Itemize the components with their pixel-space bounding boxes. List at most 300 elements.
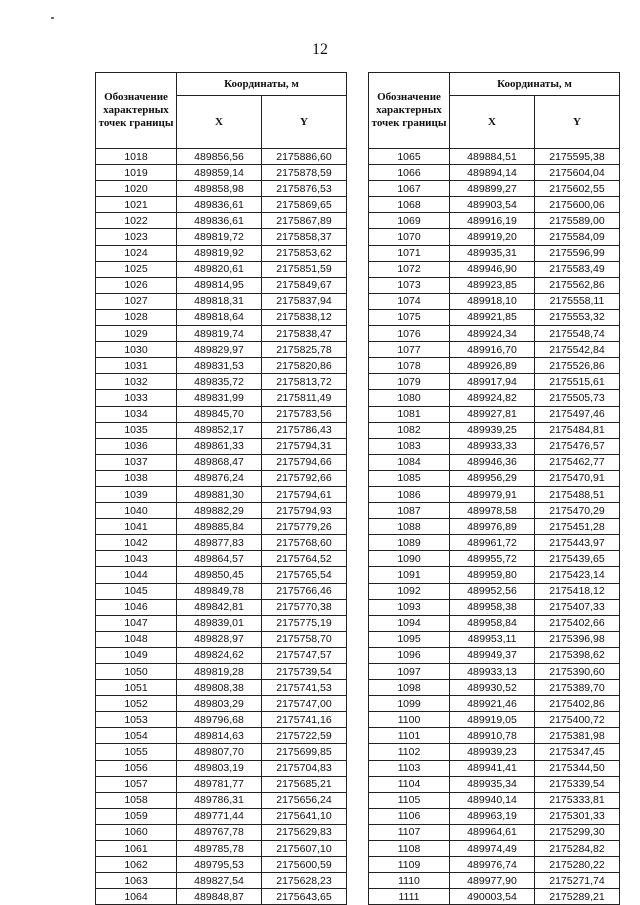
table-row [369, 374, 620, 390]
x-coordinate-cell: 489940,14 [450, 792, 535, 808]
table-row [369, 503, 620, 519]
scan-speck [51, 17, 54, 19]
x-coordinate-cell: 489978,58 [450, 503, 535, 519]
point-id-cell: 1037 [96, 454, 177, 470]
y-coordinate-cell: 2175878,59 [262, 165, 347, 181]
point-id-cell: 1091 [369, 567, 450, 583]
x-coordinate-cell: 489864,57 [177, 551, 262, 567]
y-coordinate-cell: 2175628,23 [262, 873, 347, 889]
table-row [369, 486, 620, 502]
table-row [96, 245, 347, 261]
y-coordinate-cell: 2175400,72 [535, 712, 620, 728]
table-row [369, 261, 620, 277]
x-coordinate-cell: 489955,72 [450, 551, 535, 567]
y-coordinate-cell: 2175488,51 [535, 486, 620, 502]
y-coordinate-cell: 2175758,70 [262, 631, 347, 647]
x-coordinate-cell: 489919,05 [450, 712, 535, 728]
x-coordinate-cell: 489952,56 [450, 583, 535, 599]
x-coordinate-cell: 489924,34 [450, 326, 535, 342]
y-coordinate-cell: 2175558,11 [535, 293, 620, 309]
y-header: Y [262, 96, 347, 149]
point-id-cell: 1031 [96, 358, 177, 374]
x-coordinate-cell: 489818,31 [177, 293, 262, 309]
point-id-cell: 1029 [96, 326, 177, 342]
x-coordinate-cell: 489771,44 [177, 808, 262, 824]
point-id-cell: 1067 [369, 181, 450, 197]
x-coordinate-cell: 489818,64 [177, 309, 262, 325]
point-id-cell: 1076 [369, 326, 450, 342]
x-coordinate-cell: 489848,87 [177, 889, 262, 905]
x-header: X [177, 96, 262, 149]
point-id-cell: 1088 [369, 519, 450, 535]
y-coordinate-cell: 2175853,62 [262, 245, 347, 261]
y-coordinate-cell: 2175741,16 [262, 712, 347, 728]
point-id-cell: 1042 [96, 535, 177, 551]
y-coordinate-cell: 2175470,29 [535, 503, 620, 519]
table-row [96, 792, 347, 808]
y-coordinate-cell: 2175837,94 [262, 293, 347, 309]
point-id-cell: 1101 [369, 728, 450, 744]
table-row [96, 583, 347, 599]
coordinates-header: Координаты, м [450, 73, 620, 96]
table-row [96, 486, 347, 502]
point-id-cell: 1065 [369, 149, 450, 165]
y-coordinate-cell: 2175390,60 [535, 664, 620, 680]
y-coordinate-cell: 2175739,54 [262, 664, 347, 680]
x-coordinate-cell: 489941,41 [450, 760, 535, 776]
x-coordinate-cell: 489939,23 [450, 744, 535, 760]
table-row [369, 760, 620, 776]
x-coordinate-cell: 489842,81 [177, 599, 262, 615]
x-coordinate-cell: 489958,84 [450, 615, 535, 631]
x-coordinate-cell: 489858,98 [177, 181, 262, 197]
x-coordinate-cell: 489916,19 [450, 213, 535, 229]
x-coordinate-cell: 489935,34 [450, 776, 535, 792]
table-row [96, 181, 347, 197]
table-row [369, 519, 620, 535]
table-row [96, 390, 347, 406]
y-coordinate-cell: 2175811,49 [262, 390, 347, 406]
point-header: Обозначение характерных точек границы [369, 73, 450, 149]
point-id-cell: 1028 [96, 309, 177, 325]
point-id-cell: 1032 [96, 374, 177, 390]
y-coordinate-cell: 2175562,86 [535, 277, 620, 293]
point-id-cell: 1090 [369, 551, 450, 567]
x-coordinate-cell: 489836,61 [177, 197, 262, 213]
point-id-cell: 1073 [369, 277, 450, 293]
point-id-cell: 1111 [369, 889, 450, 905]
x-coordinate-cell: 489859,14 [177, 165, 262, 181]
y-coordinate-cell: 2175775,19 [262, 615, 347, 631]
x-coordinate-cell: 489930,52 [450, 680, 535, 696]
point-id-cell: 1041 [96, 519, 177, 535]
x-coordinate-cell: 489856,56 [177, 149, 262, 165]
y-coordinate-cell: 2175858,37 [262, 229, 347, 245]
y-coordinate-cell: 2175783,56 [262, 406, 347, 422]
y-coordinate-cell: 2175747,00 [262, 696, 347, 712]
x-coordinate-cell: 489916,70 [450, 342, 535, 358]
x-coordinate-cell: 489819,74 [177, 326, 262, 342]
x-coordinate-cell: 489884,51 [450, 149, 535, 165]
point-id-cell: 1110 [369, 873, 450, 889]
table-row [96, 261, 347, 277]
x-coordinate-cell: 489861,33 [177, 438, 262, 454]
table-row [96, 149, 347, 165]
page-number: 12 [312, 41, 328, 58]
y-coordinate-cell: 2175418,12 [535, 583, 620, 599]
y-coordinate-cell: 2175289,21 [535, 889, 620, 905]
y-coordinate-cell: 2175766,46 [262, 583, 347, 599]
point-id-cell: 1109 [369, 857, 450, 873]
table-row [96, 615, 347, 631]
x-coordinate-cell: 489820,61 [177, 261, 262, 277]
table-row [369, 551, 620, 567]
y-coordinate-cell: 2175786,43 [262, 422, 347, 438]
x-coordinate-cell: 489918,10 [450, 293, 535, 309]
y-coordinate-cell: 2175849,67 [262, 277, 347, 293]
x-coordinate-cell: 489976,74 [450, 857, 535, 873]
table-row [96, 728, 347, 744]
y-coordinate-cell: 2175685,21 [262, 776, 347, 792]
x-coordinate-cell: 489877,83 [177, 535, 262, 551]
y-coordinate-cell: 2175794,66 [262, 454, 347, 470]
x-coordinate-cell: 489881,30 [177, 486, 262, 502]
y-coordinate-cell: 2175596,99 [535, 245, 620, 261]
x-coordinate-cell: 489819,28 [177, 664, 262, 680]
coordinates-table-left [95, 72, 347, 905]
point-id-cell: 1052 [96, 696, 177, 712]
table-row [96, 277, 347, 293]
x-coordinate-cell: 489814,63 [177, 728, 262, 744]
table-row [96, 776, 347, 792]
table-row [369, 647, 620, 663]
table-row [369, 824, 620, 840]
y-coordinate-cell: 2175643,65 [262, 889, 347, 905]
table-row [96, 647, 347, 663]
point-id-cell: 1082 [369, 422, 450, 438]
point-id-cell: 1105 [369, 792, 450, 808]
x-coordinate-cell: 489824,62 [177, 647, 262, 663]
x-coordinate-cell: 489829,97 [177, 342, 262, 358]
x-coordinate-cell: 489781,77 [177, 776, 262, 792]
point-id-cell: 1027 [96, 293, 177, 309]
point-id-cell: 1106 [369, 808, 450, 824]
y-coordinate-cell: 2175876,53 [262, 181, 347, 197]
table-row [369, 309, 620, 325]
y-coordinate-cell: 2175704,83 [262, 760, 347, 776]
point-id-cell: 1026 [96, 277, 177, 293]
y-coordinate-cell: 2175813,72 [262, 374, 347, 390]
table-row [369, 165, 620, 181]
point-id-cell: 1089 [369, 535, 450, 551]
table-row [369, 808, 620, 824]
y-coordinate-cell: 2175600,59 [262, 857, 347, 873]
table-row [369, 213, 620, 229]
point-id-cell: 1019 [96, 165, 177, 181]
point-id-cell: 1093 [369, 599, 450, 615]
table-row [96, 374, 347, 390]
point-id-cell: 1058 [96, 792, 177, 808]
point-id-cell: 1063 [96, 873, 177, 889]
x-coordinate-cell: 489894,14 [450, 165, 535, 181]
y-coordinate-cell: 2175271,74 [535, 873, 620, 889]
y-coordinate-cell: 2175407,33 [535, 599, 620, 615]
table-row [96, 406, 347, 422]
y-coordinate-cell: 2175515,61 [535, 374, 620, 390]
table-row [96, 293, 347, 309]
point-id-cell: 1040 [96, 503, 177, 519]
table-row [96, 889, 347, 905]
table-body [369, 149, 620, 905]
x-coordinate-cell: 489903,54 [450, 197, 535, 213]
point-id-cell: 1035 [96, 422, 177, 438]
x-coordinate-cell: 489921,46 [450, 696, 535, 712]
table-row [96, 712, 347, 728]
point-id-cell: 1100 [369, 712, 450, 728]
table-row [96, 857, 347, 873]
y-coordinate-cell: 2175396,98 [535, 631, 620, 647]
y-coordinate-cell: 2175280,22 [535, 857, 620, 873]
point-id-cell: 1025 [96, 261, 177, 277]
x-coordinate-cell: 489819,72 [177, 229, 262, 245]
point-id-cell: 1094 [369, 615, 450, 631]
table-row [369, 197, 620, 213]
point-id-cell: 1036 [96, 438, 177, 454]
table-row [369, 583, 620, 599]
point-id-cell: 1087 [369, 503, 450, 519]
x-coordinate-cell: 489979,91 [450, 486, 535, 502]
table-row [96, 873, 347, 889]
point-id-cell: 1021 [96, 197, 177, 213]
y-coordinate-cell: 2175526,86 [535, 358, 620, 374]
point-id-cell: 1072 [369, 261, 450, 277]
point-id-cell: 1064 [96, 889, 177, 905]
y-coordinate-cell: 2175542,84 [535, 342, 620, 358]
table-row [96, 535, 347, 551]
point-id-cell: 1099 [369, 696, 450, 712]
y-coordinate-cell: 2175867,89 [262, 213, 347, 229]
x-coordinate-cell: 489882,29 [177, 503, 262, 519]
x-coordinate-cell: 489845,70 [177, 406, 262, 422]
table-row [369, 696, 620, 712]
y-coordinate-cell: 2175747,57 [262, 647, 347, 663]
coordinates-table-right [368, 72, 620, 905]
point-id-cell: 1086 [369, 486, 450, 502]
table-row [369, 889, 620, 905]
point-header: Обозначение характерных точек границы [96, 73, 177, 149]
table-row [369, 149, 620, 165]
point-id-cell: 1098 [369, 680, 450, 696]
y-coordinate-cell: 2175602,55 [535, 181, 620, 197]
y-coordinate-cell: 2175443,97 [535, 535, 620, 551]
point-id-cell: 1068 [369, 197, 450, 213]
table-row [369, 680, 620, 696]
table-row [369, 326, 620, 342]
y-coordinate-cell: 2175470,91 [535, 470, 620, 486]
table-row [369, 857, 620, 873]
y-coordinate-cell: 2175768,60 [262, 535, 347, 551]
point-id-cell: 1102 [369, 744, 450, 760]
y-coordinate-cell: 2175741,53 [262, 680, 347, 696]
point-id-cell: 1043 [96, 551, 177, 567]
x-coordinate-cell: 489935,31 [450, 245, 535, 261]
x-coordinate-cell: 489803,29 [177, 696, 262, 712]
y-coordinate-cell: 2175402,86 [535, 696, 620, 712]
x-coordinate-cell: 489919,20 [450, 229, 535, 245]
table-row [96, 824, 347, 840]
table-row [96, 841, 347, 857]
y-coordinate-cell: 2175333,81 [535, 792, 620, 808]
table-row [96, 664, 347, 680]
x-coordinate-cell: 489953,11 [450, 631, 535, 647]
point-id-cell: 1077 [369, 342, 450, 358]
point-id-cell: 1047 [96, 615, 177, 631]
table-row [369, 390, 620, 406]
y-coordinate-cell: 2175765,54 [262, 567, 347, 583]
table-row [96, 342, 347, 358]
y-coordinate-cell: 2175595,38 [535, 149, 620, 165]
point-id-cell: 1095 [369, 631, 450, 647]
y-coordinate-cell: 2175792,66 [262, 470, 347, 486]
x-coordinate-cell: 489910,78 [450, 728, 535, 744]
table-row [369, 744, 620, 760]
point-id-cell: 1018 [96, 149, 177, 165]
point-id-cell: 1055 [96, 744, 177, 760]
x-coordinate-cell: 489961,72 [450, 535, 535, 551]
table-row [369, 567, 620, 583]
table-row [96, 454, 347, 470]
point-id-cell: 1059 [96, 808, 177, 824]
table-row [96, 744, 347, 760]
x-coordinate-cell: 489921,85 [450, 309, 535, 325]
y-coordinate-cell: 2175794,31 [262, 438, 347, 454]
y-header: Y [535, 96, 620, 149]
y-coordinate-cell: 2175584,09 [535, 229, 620, 245]
table-row [369, 245, 620, 261]
point-id-cell: 1071 [369, 245, 450, 261]
x-coordinate-cell: 489767,78 [177, 824, 262, 840]
x-coordinate-cell: 489819,92 [177, 245, 262, 261]
point-id-cell: 1080 [369, 390, 450, 406]
table-row [369, 841, 620, 857]
y-coordinate-cell: 2175770,38 [262, 599, 347, 615]
point-id-cell: 1053 [96, 712, 177, 728]
table-row [369, 229, 620, 245]
x-coordinate-cell: 489964,61 [450, 824, 535, 840]
table-row [369, 277, 620, 293]
table-row [369, 599, 620, 615]
point-id-cell: 1050 [96, 664, 177, 680]
x-coordinate-cell: 489927,81 [450, 406, 535, 422]
x-coordinate-cell: 489885,84 [177, 519, 262, 535]
x-coordinate-cell: 489926,89 [450, 358, 535, 374]
y-coordinate-cell: 2175381,98 [535, 728, 620, 744]
point-id-cell: 1060 [96, 824, 177, 840]
y-coordinate-cell: 2175548,74 [535, 326, 620, 342]
y-coordinate-cell: 2175389,70 [535, 680, 620, 696]
table-row [369, 293, 620, 309]
x-coordinate-cell: 489835,72 [177, 374, 262, 390]
y-coordinate-cell: 2175299,30 [535, 824, 620, 840]
x-coordinate-cell: 489958,38 [450, 599, 535, 615]
point-id-cell: 1046 [96, 599, 177, 615]
table-row [369, 631, 620, 647]
point-id-cell: 1030 [96, 342, 177, 358]
x-coordinate-cell: 489959,80 [450, 567, 535, 583]
y-coordinate-cell: 2175439,65 [535, 551, 620, 567]
y-coordinate-cell: 2175497,46 [535, 406, 620, 422]
table-row [369, 470, 620, 486]
table-row [369, 728, 620, 744]
x-coordinate-cell: 489974,49 [450, 841, 535, 857]
table-row [96, 808, 347, 824]
y-coordinate-cell: 2175794,93 [262, 503, 347, 519]
table-row [369, 406, 620, 422]
point-id-cell: 1022 [96, 213, 177, 229]
point-id-cell: 1104 [369, 776, 450, 792]
table-row [369, 422, 620, 438]
point-id-cell: 1048 [96, 631, 177, 647]
table-row [369, 358, 620, 374]
x-coordinate-cell: 489839,01 [177, 615, 262, 631]
x-coordinate-cell: 489946,90 [450, 261, 535, 277]
table-row [96, 519, 347, 535]
x-coordinate-cell: 489933,33 [450, 438, 535, 454]
point-id-cell: 1083 [369, 438, 450, 454]
point-id-cell: 1085 [369, 470, 450, 486]
point-id-cell: 1107 [369, 824, 450, 840]
point-id-cell: 1103 [369, 760, 450, 776]
point-id-cell: 1108 [369, 841, 450, 857]
y-coordinate-cell: 2175886,60 [262, 149, 347, 165]
point-id-cell: 1081 [369, 406, 450, 422]
table-row [369, 776, 620, 792]
table-row [96, 229, 347, 245]
point-id-cell: 1075 [369, 309, 450, 325]
y-coordinate-cell: 2175641,10 [262, 808, 347, 824]
y-coordinate-cell: 2175764,52 [262, 551, 347, 567]
x-coordinate-cell: 489946,36 [450, 454, 535, 470]
y-coordinate-cell: 2175699,85 [262, 744, 347, 760]
x-coordinate-cell: 489795,53 [177, 857, 262, 873]
point-id-cell: 1049 [96, 647, 177, 663]
table-row [369, 454, 620, 470]
y-coordinate-cell: 2175344,50 [535, 760, 620, 776]
y-coordinate-cell: 2175476,57 [535, 438, 620, 454]
point-id-cell: 1054 [96, 728, 177, 744]
y-coordinate-cell: 2175629,83 [262, 824, 347, 840]
table-row [96, 567, 347, 583]
x-coordinate-cell: 489814,95 [177, 277, 262, 293]
x-coordinate-cell: 489828,97 [177, 631, 262, 647]
table-row [96, 503, 347, 519]
x-coordinate-cell: 489807,70 [177, 744, 262, 760]
y-coordinate-cell: 2175462,77 [535, 454, 620, 470]
table-row [96, 213, 347, 229]
y-coordinate-cell: 2175604,04 [535, 165, 620, 181]
table-body [96, 149, 347, 905]
x-coordinate-cell: 489786,31 [177, 792, 262, 808]
x-coordinate-cell: 489963,19 [450, 808, 535, 824]
y-coordinate-cell: 2175794,61 [262, 486, 347, 502]
y-coordinate-cell: 2175402,66 [535, 615, 620, 631]
x-coordinate-cell: 489850,45 [177, 567, 262, 583]
y-coordinate-cell: 2175423,14 [535, 567, 620, 583]
table-row [96, 599, 347, 615]
table-row [96, 551, 347, 567]
x-coordinate-cell: 489939,25 [450, 422, 535, 438]
point-id-cell: 1066 [369, 165, 450, 181]
